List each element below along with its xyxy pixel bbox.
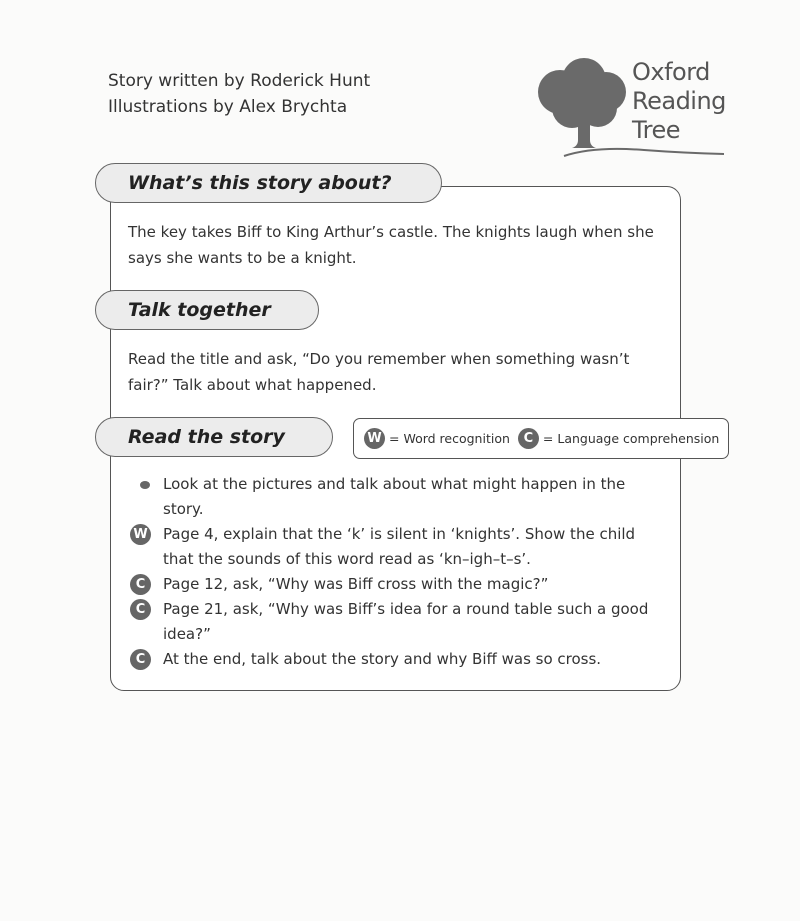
heading-talk-together: Talk together [95,290,319,330]
illustrator-credit: Illustrations by Alex Brychta [108,97,348,117]
list-item: C At the end, talk about the story and why Biff was so cross. [128,647,668,672]
language-comprehension-badge: C [130,599,151,620]
logo-wordmark [632,58,726,145]
logo-line-reading: Reading [632,87,726,115]
list-item: C Page 12, ask, “Why was Biff cross with the magic?” [128,572,668,597]
language-comprehension-badge: C [130,574,151,595]
list-item: Look at the pictures and talk about what might happen in the story. [128,472,668,522]
list-item: C Page 21, ask, “Why was Biff’s idea for a round table such a good idea?” [128,597,668,647]
oxford-reading-tree-logo [534,58,734,170]
logo-line-oxford: Oxford [632,58,710,86]
story-guidance-list [128,472,668,672]
language-comprehension-badge: C [518,428,539,449]
author-credit: Story written by Roderick Hunt [108,71,371,91]
language-comprehension-label: = Language comprehension [542,431,720,446]
word-recognition-badge: W [364,428,385,449]
talk-text: Read the title and ask, “Do you remember when something wasn’t fair?” Talk about what happened. [128,350,630,394]
about-text: The key takes Biff to King Arthur’s castle. The knights laugh when she says she wants to be a knight. [128,223,654,267]
word-recognition-badge: W [130,524,151,545]
list-item: W Page 4, explain that the ‘k’ is silent in ‘knights’. Show the child that the sounds of this word read as ‘kn–igh–t–s’. [128,522,668,572]
word-recognition-label: = Word recognition [389,431,510,446]
logo-line-tree: Tree [632,116,681,144]
language-comprehension-badge: C [130,649,151,670]
heading-whats-this-story-about: What’s this story about? [95,163,442,203]
credits [108,68,370,120]
bullet-icon [140,481,150,489]
legend [353,418,729,459]
heading-read-the-story: Read the story [95,417,333,457]
